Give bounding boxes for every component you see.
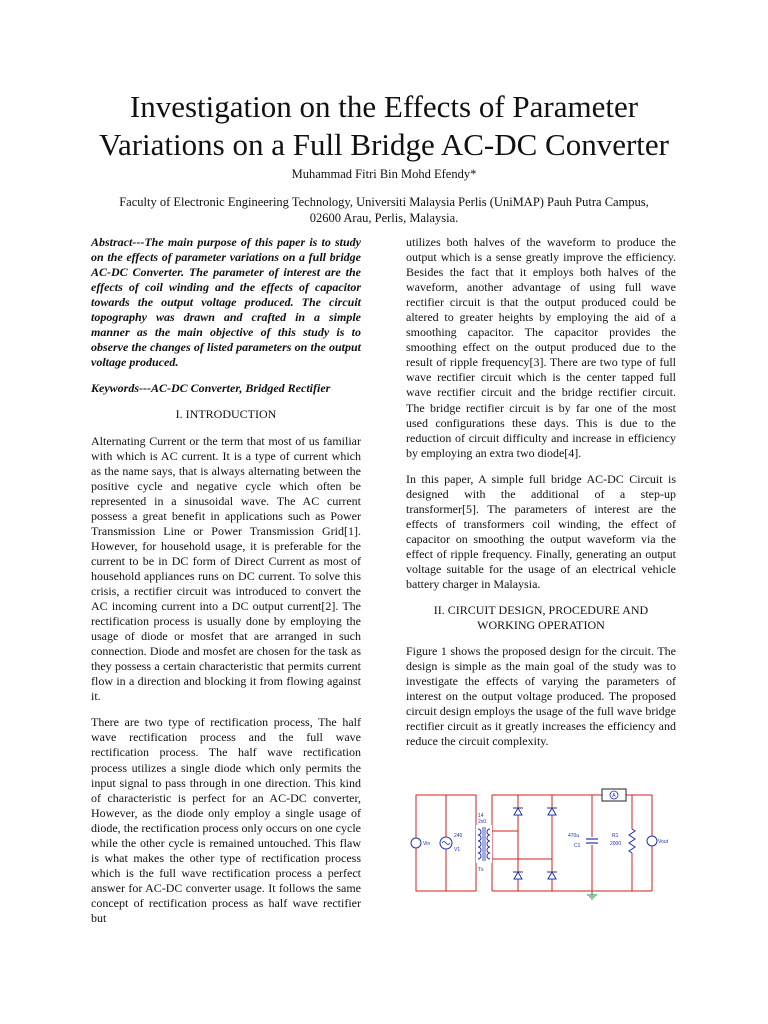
section-heading-introduction: I. INTRODUCTION [175, 407, 277, 422]
author: Muhammad Fitri Bin Mohd Efendy* [291, 167, 477, 181]
diode-d1 [513, 808, 523, 815]
section-heading-line-1: II. CIRCUIT DESIGN, PROCEDURE AND [433, 603, 649, 618]
affiliation-line-2: 02600 Arau, Perlis, Malaysia. [309, 211, 459, 225]
ammeter [602, 789, 626, 801]
intro-paragraph-1: Alternating Current or the term that most of us familiar with which is AC current. It is a type of current which as the name says, that is always alternating between the positive cycle and negative cycle which often be represented in a sinusoidal wave. The AC current possess a great benefit in applications such as Power Transmission Line or Power Transmission Grid[1]. However, for household usage, it is preferable for the current to be in DC form of Direct Current as most of household appliances runs on DC current. To solve this crisis, a rectifier circuit was introduced to convert the AC incoming current into a DC output current[2]. The rectification process is usually done by employing the usage of diode or mosfet that are arranged in such connection. Diode and mosfet are chosen for the task as they possess a certain characteristic that permits current flow in a direction and blocking it from flowing against it. [91, 433, 361, 704]
resistor [610, 829, 636, 853]
intro-paragraph-2: There are two type of rectification process, The half wave rectification process and the full wave rectification process. The half wave rectification process utilizes a single diode which only permits the input signal to pass through in one direction. This kind of characteristic is perfect for an AC-DC converter, However, as the diode only employ a single usage of diode, the rectification process only occurs on one cycle while the other cycle is remained untouched. This flaw is what makes the other type of rectification process which is the full wave rectification process a perfect answer for AC-DC converter usage. It follows the same concept of rectification process as half wave rectifier but [91, 715, 361, 925]
right-column [406, 235, 676, 761]
ammeter-label: A [612, 793, 616, 799]
capacitor-value-label: 470u [568, 833, 580, 839]
section-heading-circuit-design [406, 603, 676, 633]
ac-source [440, 795, 463, 891]
transformer-name-label: Tx [478, 867, 484, 873]
diode-d4 [547, 872, 557, 879]
diode-d3 [513, 872, 523, 879]
capacitor [568, 833, 598, 849]
transformer-number-label: 14 [478, 813, 484, 819]
resistor-value-label: 2000 [610, 841, 622, 847]
keywords: Keywords---AC-DC Converter, Bridged Rectifier [91, 381, 331, 396]
vout-label: Vout [658, 839, 668, 845]
transformer-ratio-label: 2x0 [478, 819, 487, 825]
title-line-2: Variations on a Full Bridge AC-DC Converter [99, 127, 669, 162]
section-heading-line-2: WORKING OPERATION [477, 618, 605, 633]
affiliation [90, 194, 678, 226]
transformer [476, 813, 492, 873]
intro-paragraph-4: In this paper, A simple full bridge AC-DC Circuit is designed with the additional of a step-up transformer[5]. The parameters of interest are the effects of transformers coil winding, the effect of capacitor on smoothing the output waveform via the effect of ripple frequency. Finally, generating an output voltage suitable for the usage of an electrical vehicle battery charger in Malaysia. [406, 471, 676, 592]
source-name-label: V1 [454, 847, 461, 853]
resistor-name-label: R1 [612, 833, 619, 839]
affiliation-line-1: Faculty of Electronic Engineering Technology, Universiti Malaysia Perlis (UniMAP) Pauh Putra Campus, [119, 195, 649, 209]
design-paragraph: Figure 1 shows the proposed design for the circuit. The design is simple as the main goal of the study was to investigate the effects of varying the parameters of interest on the output voltage produced. The proposed circuit design employs the usage of the full wave bridge rectifier circuit as it greatly increases the efficiency and reduce the circuit complexity. [406, 644, 676, 749]
title-line-1: Investigation on the Effects of Parameter [129, 89, 639, 124]
abstract: Abstract---The main purpose of this paper is to study on the effects of parameter variations on a full bridge AC-DC Converter. The parameter of interest are the effects of coil winding and the effects of capacitor towards the output voltage produced. The circuit topography was drawn and crafted in a simple manner as the main objective of this study is to observe the changes of listed parameters on the output voltage produced. [91, 235, 361, 370]
vin-probe [411, 838, 430, 848]
diode-bridge [513, 808, 557, 879]
left-column [91, 235, 361, 937]
vout-probe [647, 836, 668, 846]
capacitor-name-label: C1 [574, 843, 581, 849]
ground-icon [587, 891, 597, 899]
paper-title [40, 88, 728, 164]
diode-d2 [547, 808, 557, 815]
vin-label: Vin [423, 841, 431, 847]
source-value-label: 240 [454, 833, 463, 839]
circuit-diagram [406, 785, 668, 903]
intro-paragraph-3: utilizes both halves of the waveform to produce the output which is a sense greatly improve the efficiency. Besides the fact that it employs both halves of the waveform, another advantage of using full wave rectifier circuit is that the output produced could be altered to greater heights by employing the aid of a smoothing capacitor. The capacitor provides the smoothing effect on the output produced due to the result of ripple frequency[3]. There are two type of full wave rectifier circuit which is the center tapped full wave rectifier circuit and the bridge rectifier circuit. The bridge rectifier circuit is by far one of the most used configurations these days. This is due to the reduction of circuit difficulty and increase in efficiency by employing an extra two diode[4]. [406, 235, 676, 460]
